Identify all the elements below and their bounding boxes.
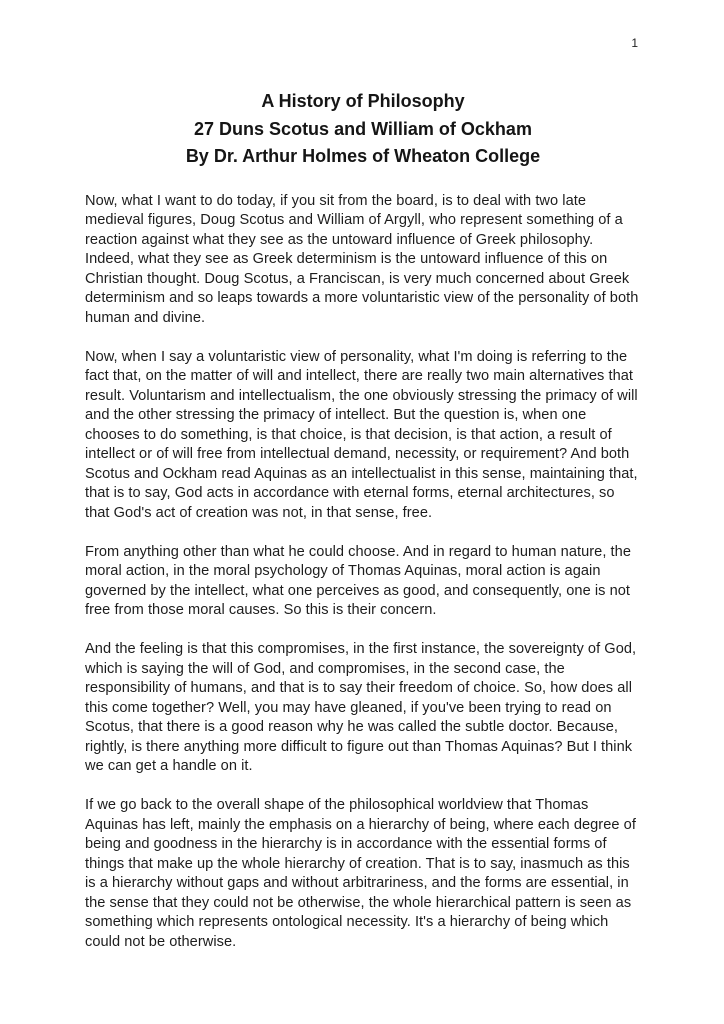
paragraph-2: Now, when I say a voluntaristic view of personality, what I'm doing is referring to the fact that, on the matter of will and intellect, there are really two main alternatives that result. Voluntarism and intellectualism, the one obviously stressing the primacy of will and the other stressing the primacy of intellect. But the question is, when one chooses to do something, is that choice, is that decision, is that action, a result of intellect or of will free from intellectual demand, necessity, or requirement? And both Scotus and Ockham read Aquinas as an intellectualist in this sense, maintaining that, that is to say, God acts in accordance with eternal forms, eternal architectures, so that God's act of creation was not, in that sense, free.: [85, 348, 638, 521]
paragraph-4: And the feeling is that this compromises, in the first instance, the sovereignty of God, which is saying the will of God, and compromises, in the second case, the responsibility of humans, and that is to say their freedom of choice. So, how does all this come together? Well, you may have gleaned, if you've been trying to read on Scotus, that there is a good reason why he was called the subtle doctor. Because, rightly, is there anything more difficult to figure out than Thomas Aquinas? But I think we can get a handle on it.: [85, 641, 637, 774]
title-line-1: A History of Philosophy: [261, 91, 465, 111]
document-title: [85, 88, 641, 171]
paragraph-3: From anything other than what he could choose. And in regard to human nature, the moral action, in the moral psychology of Thomas Aquinas, moral action is again governed by the intellect, what one perceives as good, and consequently, one is not free from those moral causes. So this is their concern.: [85, 543, 631, 618]
title-line-2: 27 Duns Scotus and William of Ockham: [194, 118, 532, 139]
page-number: 1: [631, 36, 638, 50]
paragraph-5: If we go back to the overall shape of the philosophical worldview that Thomas Aquinas has left, mainly the emphasis on a hierarchy of being, where each degree of being and goodness in the hierarchy is in accordance with the essential forms of things that make up the whole hierarchy of creation. That is to say, inasmuch as this is a hierarchy without gaps and without arbitrariness, and the forms are essential, in the sense that they could not be otherwise, the whole hierarchical pattern is seen as something which represents ontological necessity. It's a hierarchy of being which could not be otherwise.: [85, 797, 636, 950]
document-content: [85, 88, 641, 952]
title-line-3: By Dr. Arthur Holmes of Wheaton College: [185, 146, 541, 166]
paragraph-1: Now, what I want to do today, if you sit from the board, is to deal with two late medieval figures, Doug Scotus and William of Argyll, who represent something of a reaction against what they see as the untoward influence of Greek philosophy. Indeed, what they see as Greek determinism is the untoward influence of this on Christian thought. Doug Scotus, a Franciscan, is very much concerned about Greek determinism and so leaps towards a more voluntaristic view of the personality of both human and divine.: [85, 192, 639, 326]
